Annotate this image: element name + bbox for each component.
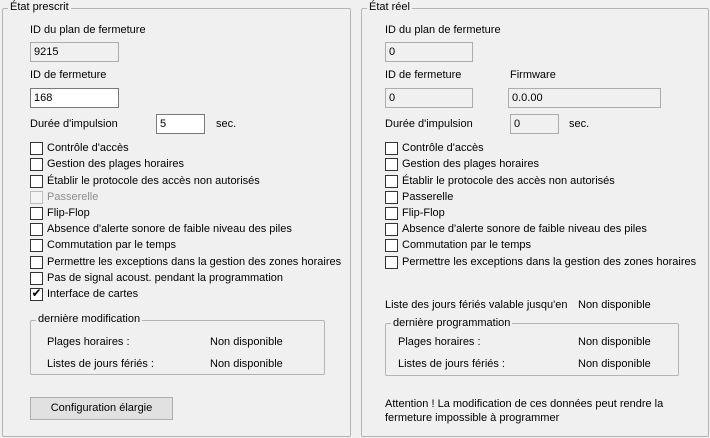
actual-checkbox-no-battery-alert[interactable] [385, 223, 398, 236]
checkbox-label: Absence d'alerte sonore de faible niveau des piles [47, 223, 292, 235]
actual-time-ranges-value: Non disponible [578, 336, 651, 348]
actual-plan-id-label: ID du plan de fermeture [385, 24, 501, 36]
checkbox-time-zone-exceptions[interactable] [30, 256, 43, 269]
firmware-field: 0.0.00 [508, 88, 661, 108]
actual-pulse-duration-label: Durée d'impulsion [385, 118, 473, 130]
closure-id-label: ID de fermeture [30, 69, 107, 81]
checkbox-log-unauthorized[interactable] [30, 175, 43, 188]
checkbox-label: Commutation par le temps [47, 239, 176, 251]
checkbox-label: Contrôle d'accès [402, 142, 484, 154]
actual-checkbox-access-control[interactable] [385, 142, 398, 155]
checkbox-time-ranges[interactable] [30, 158, 43, 171]
checkbox-label: Commutation par le temps [402, 239, 531, 251]
holiday-lists-value: Non disponible [210, 358, 283, 370]
time-ranges-value: Non disponible [210, 336, 283, 348]
checkbox-label: Permettre les exceptions dans la gestion des zones horaires [47, 256, 342, 268]
checkbox-label: Flip-Flop [47, 207, 90, 219]
checkbox-label: Interface de cartes [47, 288, 139, 300]
holiday-valid-until-value: Non disponible [578, 299, 651, 311]
holiday-lists-label: Listes de jours fériés : [47, 358, 154, 370]
checkbox-gateway[interactable] [30, 191, 43, 204]
checkbox-flip-flop[interactable] [30, 207, 43, 220]
actual-closure-id-label: ID de fermeture [385, 69, 462, 81]
actual-state-legend: État réel [369, 1, 410, 13]
pulse-duration-label: Durée d'impulsion [30, 118, 118, 130]
checkbox-no-battery-alert[interactable] [30, 223, 43, 236]
checkbox-card-interface[interactable] [30, 288, 43, 301]
checkbox-label: Passerelle [402, 191, 454, 203]
checkmark-icon: ✔ [31, 286, 42, 300]
checkbox-access-control[interactable] [30, 142, 43, 155]
actual-closure-id-field: 0 [385, 88, 473, 108]
holiday-valid-until-label: Liste des jours fériés valable jusqu'en [385, 299, 568, 311]
checkbox-label: Gestion des plages horaires [47, 158, 184, 170]
checkbox-label: Flip-Flop [402, 207, 445, 219]
actual-pulse-duration-field: 0 [510, 114, 559, 134]
actual-time-ranges-label: Plages horaires : [398, 336, 481, 348]
checkbox-label: Contrôle d'accès [47, 142, 129, 154]
pulse-duration-input[interactable]: 5 [156, 114, 205, 134]
pulse-unit-label: sec. [216, 118, 237, 130]
checkbox-label: Établir le protocole des accès non autorisés [402, 175, 615, 187]
checkbox-no-signal-programming[interactable] [30, 272, 43, 285]
warning-text-line2: fermeture impossible à programmer [385, 412, 560, 424]
plan-id-field: 9215 [30, 42, 119, 62]
extended-configuration-button[interactable]: Configuration élargie [30, 397, 173, 420]
firmware-label: Firmware [510, 69, 556, 81]
actual-pulse-unit-label: sec. [569, 118, 590, 130]
actual-checkbox-time-zone-exceptions[interactable] [385, 256, 398, 269]
prescribed-state-legend: État prescrit [10, 1, 69, 13]
actual-holiday-lists-value: Non disponible [578, 358, 651, 370]
actual-checkbox-gateway[interactable] [385, 191, 398, 204]
checkbox-label: Établir le protocole des accès non autorisés [47, 175, 260, 187]
actual-checkbox-time-ranges[interactable] [385, 158, 398, 171]
last-programming-legend: dernière programmation [393, 317, 511, 329]
warning-text-line1: Attention ! La modification de ces données peut rendre la [385, 398, 664, 410]
checkbox-time-switching[interactable] [30, 239, 43, 252]
checkbox-label: Passerelle [47, 191, 99, 203]
last-modification-legend: dernière modification [38, 313, 141, 325]
actual-checkbox-time-switching[interactable] [385, 239, 398, 252]
checkbox-label: Gestion des plages horaires [402, 158, 539, 170]
actual-checkbox-log-unauthorized[interactable] [385, 175, 398, 188]
checkbox-label: Permettre les exceptions dans la gestion des zones horaires [402, 256, 697, 268]
checkbox-label: Pas de signal acoust. pendant la programmation [47, 272, 284, 284]
closure-id-input[interactable]: 168 [30, 88, 119, 108]
plan-id-label: ID du plan de fermeture [30, 24, 146, 36]
checkbox-label: Absence d'alerte sonore de faible niveau des piles [402, 223, 647, 235]
actual-holiday-lists-label: Listes de jours fériés : [398, 358, 505, 370]
actual-checkbox-flip-flop[interactable] [385, 207, 398, 220]
actual-plan-id-field: 0 [385, 42, 473, 62]
time-ranges-label: Plages horaires : [47, 336, 130, 348]
